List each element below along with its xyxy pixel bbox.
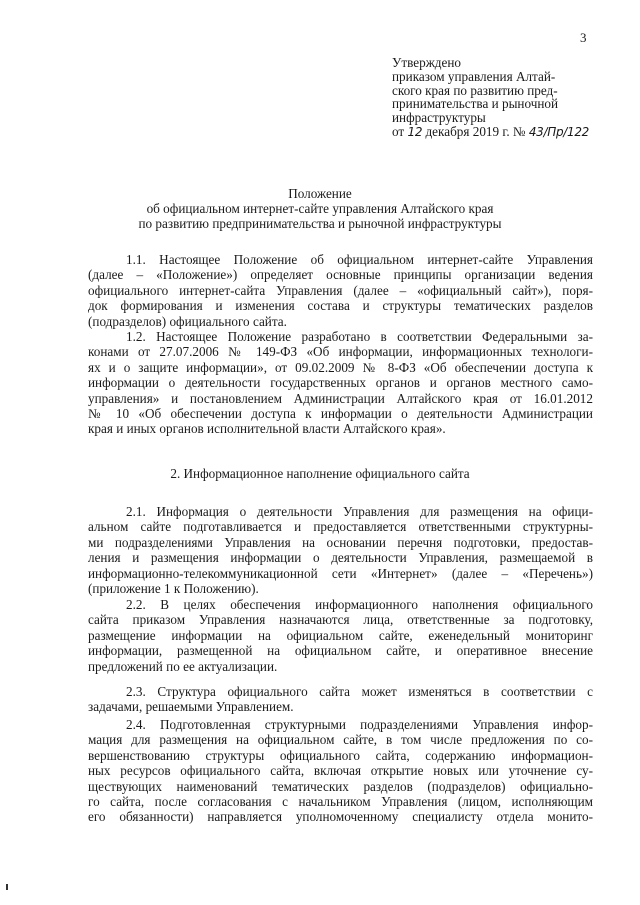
approval-date-line — [392, 125, 612, 140]
text-line: (подразделов) официального сайта. — [88, 313, 287, 329]
text-line: информационно-телекоммуникационной сети «Интернет» (далее – «Перечень») — [88, 565, 593, 581]
text-line: док формирования и изменения состава и структуры тематических разделов — [88, 298, 593, 314]
text-line: края и иных органов исполнительной власти Алтайского края». — [88, 421, 446, 437]
text-line: предложений по ее актуализации. — [88, 658, 278, 674]
date-day-handwritten: 12 — [407, 124, 423, 139]
approval-line: принимательства и рыночной — [392, 96, 559, 112]
approval-line: приказом управления Алтай- — [392, 68, 556, 84]
text-line: задачами, решаемыми Управлением. — [88, 699, 294, 715]
text-line: го сайта, после согласования с начальником Управления (лицом, исполняющим — [88, 794, 593, 810]
approval-line: ского края по развитию пред- — [392, 82, 558, 98]
text-line: официального интернет-сайта Управления (далее – «официальный сайт»), поря- — [88, 282, 593, 298]
text-line: ления и размещения информации о деятельности Управления, размещаемой в — [88, 550, 593, 566]
scan-margin-mark — [6, 884, 8, 890]
text-line: (далее – «Положение») определяет основные принципы организации ведения — [88, 267, 593, 283]
document-title — [0, 186, 640, 231]
title-line: Положение — [288, 186, 352, 201]
text-line: № 10 «Об обеспечении доступа к информации о деятельности Администрации — [88, 406, 593, 422]
paragraph-2-4 — [88, 717, 593, 825]
text-line: вершенствованию структуры официального сайта, содержанию информацион- — [88, 747, 593, 763]
text-line: информации о деятельности государственных органов и органов местного само- — [88, 375, 593, 391]
approval-block — [392, 56, 612, 140]
date-prefix: от — [392, 123, 405, 139]
paragraph-2-3 — [88, 684, 593, 715]
order-number-handwritten: 43/Пр/122 — [528, 124, 590, 139]
paragraph-2-1 — [88, 504, 593, 596]
text-line: управления» и постановлением Администрации Алтайского края от 16.01.2012 — [88, 390, 593, 406]
text-line: ми подразделениями Управления на основании перечня подготовки, предостав- — [88, 534, 593, 550]
paragraph-1-1 — [88, 252, 593, 329]
text-line: 1.2. Настоящее Положение разработано в соответствии Федеральными за- — [126, 329, 593, 344]
text-line: ществующих наименований тематических разделов (подразделов) официально- — [88, 778, 593, 794]
text-line: мация для размещения на официальном сайте, в том числе предложения по со- — [88, 732, 593, 748]
title-line: по развитию предпринимательства и рыночной инфраструктуры — [138, 216, 502, 231]
text-line: информации, размещенной на официальном сайте, и оперативное внесение — [88, 643, 593, 659]
text-line: 1.1. Настоящее Положение об официальном интернет-сайте Управления — [126, 252, 593, 267]
page-number: 3 — [580, 30, 587, 45]
text-line: (приложение 1 к Положению). — [88, 581, 259, 597]
paragraph-2-2 — [88, 597, 593, 674]
approval-line: Утверждено — [392, 55, 462, 70]
approval-line: инфраструктуры — [392, 110, 486, 126]
text-line: размещение информации на официальном сайте, еженедельный мониторинг — [88, 627, 593, 643]
text-line: 2.1. Информация о деятельности Управления для размещения на офици- — [126, 504, 593, 519]
text-line: конами от 27.07.2006 № 149-ФЗ «Об информации, информационных технологи- — [88, 344, 593, 360]
section-2-heading: 2. Информационное наполнение официального сайта — [170, 466, 470, 481]
text-line: 2.2. В целях обеспечения информационного наполнения официального — [126, 597, 593, 612]
paragraph-1-2 — [88, 329, 593, 437]
text-line: альном сайте подготавливается и предоставляется ответственными структурны- — [88, 519, 593, 535]
text-line: 2.4. Подготовленная структурными подразделениями Управления инфор- — [126, 717, 593, 732]
text-line: 2.3. Структура официального сайта может изменяться в соответствии с — [126, 684, 593, 699]
date-rest: декабря 2019 г. № — [425, 123, 526, 139]
title-line: об официальном интернет-сайте управления Алтайского края — [146, 201, 494, 216]
text-line: сайта приказом Управления назначаются лица, ответственные за подготовку, — [88, 612, 593, 628]
text-line: ных ресурсов официального сайта, включая открытие новых или уточнение су- — [88, 763, 593, 779]
text-line: ях и о защите информации», от 09.02.2009 № 8-ФЗ «Об обеспечении доступа к — [88, 359, 593, 375]
text-line: его обязанности) направляется уполномоченному специалисту отдела монито- — [88, 809, 593, 825]
